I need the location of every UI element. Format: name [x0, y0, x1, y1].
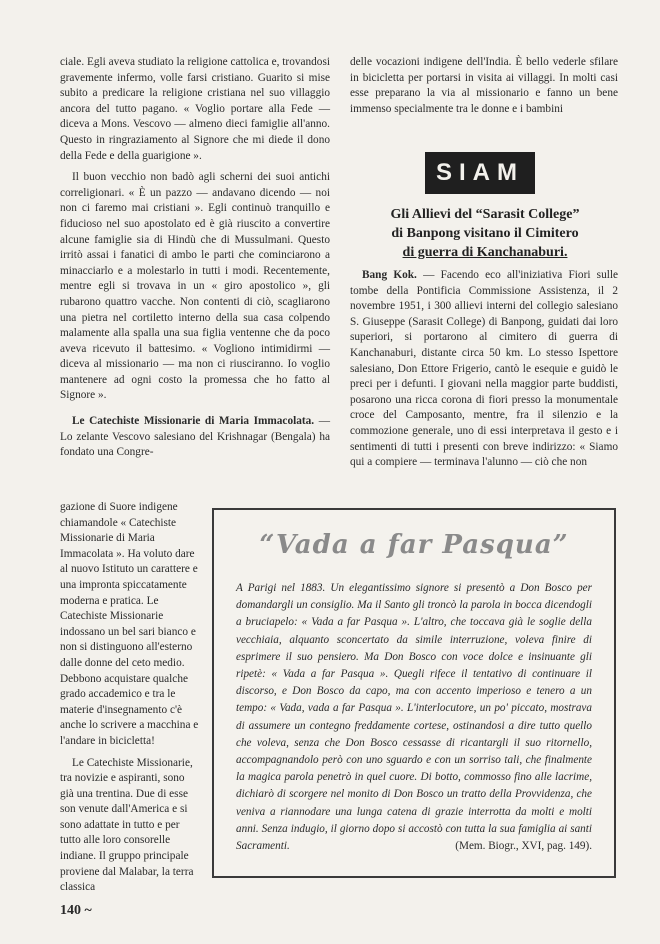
page-number: 140 ~ [60, 903, 92, 918]
article-title-line-2: di Banpong visitano il Cimitero [391, 226, 579, 241]
catechiste-heading: Le Catechiste Missionarie di Maria Immacolata. [72, 415, 315, 428]
article-body-text: — Facendo eco all'iniziativa Fiori sulle tombe della Pontificia Commissione Assistenza, il 2 novembre 1951, i 300 allievi interni del collegio salesiano S. Giuseppe (Sarasit College) di Banpong, guidati dai loro superiori, si portarono al cimitero di guerra di Kanchanaburi, distante circa 50 km. Lo stesso Ispettore salesiano, Don Ettore Frigerio, cantò le esequie e guidò le preci per i defunti. I giovani nella maggior parte buddisti, posarono una ricca corona di fiori presso la monumentale croce del Camposanto, mentre, fra il silenzio e la commozione generale, uno di essi interpretava il gesto e i sentimenti di tutti i presenti con breve indirizzo: « Siamo qui a compiere — terminava l'alunno — ciò che non [350, 269, 619, 469]
article-title-line-3: di guerra di Kanchanaburi. [402, 245, 568, 260]
article-body [350, 268, 618, 477]
dateline: Bang Kok. [362, 269, 417, 281]
left-column [60, 55, 330, 467]
catechiste-intro: — Lo zelante Vescovo salesiano del Krishnagar (Bengala) ha fondato una Congre- [60, 415, 330, 459]
left-paragraph-1: ciale. Egli aveva studiato la religione cattolica e, trovandosi gravemente infermo, volle farsi cristiano. Guarito si mise subito a predicare la religione cristiana nel suo villaggio ancora del tutto pagano. « Voglio portare alla Fede — diceva a Mons. Vescovo — almeno dieci famiglie all'anno. Questo in ringraziamento al Signore che mi diede il dono della Fede e della guarigione ». [60, 56, 330, 162]
quote-box [212, 508, 616, 878]
catechiste-paragraph [60, 414, 330, 461]
quote-box-text [236, 580, 592, 855]
article-body-paragraph [350, 268, 618, 471]
left-narrow-column [60, 500, 200, 902]
article-title-line-1: Gli Allievi del “Sarasit College” [390, 207, 580, 222]
right-column-intro [350, 55, 618, 123]
section-label-siam: SIAM [425, 152, 535, 194]
left-paragraph-2: Il buon vecchio non badò agli scherni dei suoi antichi correligionari. « È un pazzo — andavano dicendo — noi non ci faremo mai cristiani ». Egli continuò tranquillo e fiducioso nel suo apostolato ed è già riuscito a convertire alcune famiglie sia di Hindù che di Mussulmani. Questo irritò assai i fanatici di ambo le parti che cominciarono a minacciarlo e a molestarlo in tutti i modi. Recentemente, mentre egli si trovava in un « giro apostolico », gli rubarono quattro vacche. Non contenti di ciò, scagliarono una pietra nel cortiletto interno della sua casa colpendo malamente alla spalla una sua figlia ventenne che da poco aveva ricevuto il battesimo. « Vogliono intimidirmi — diceva al missionario — ma non ci riusciranno. Io voglio mantenere ad ogni costo la promessa che ho fatto al Signore ». [60, 171, 330, 402]
quote-box-title: “Vada a far Pasqua” [259, 530, 569, 560]
article-title [350, 205, 620, 262]
right-intro-text: delle vocazioni indigene dell'India. È bello vederle sfilare in bicicletta per portarsi in visita ai villaggi. In molti casi esse preparano la via al missionario e fanno un bene immenso specialmente tra le donne e i bambini [350, 56, 618, 115]
narrow-paragraph-2: Le Catechiste Missionarie, tra novizie e aspiranti, sono già una trentina. Due di esse son venute dall'America e si sono adattate in tutto e per tutto alle loro consorelle indiane. Il gruppo principale proviene dal Malabar, la terra classica [60, 756, 194, 894]
quote-box-body: A Parigi nel 1883. Un elegantissimo signore si presentò a Don Bosco per domandargli un consiglio. Ma il Santo gli troncò la parola in bocca dicendogli a bruciapelo: « Vada a far Pasqua ». L'altro, che toccava già le soglie della vecchiaia, alquanto sconcertato da simile interruzione, voleva finire di esprimere il suo pensiero. Ma Don Bosco con voce dolce e insinuante gli ripetè: « Vada a far Pasqua ». Quegli rifece il tentativo di continuare il discorso, e Don Bosco da capo, ma con accento imperioso e tenero a un tempo: « Vada, vada a far Pasqua ». L'interlocutore, un po' piccato, mostrava di assumere un contegno freddamente cortese, ostinandosi a dire tutto quello che voleva, senza che Don Bosco cessasse di ricantargli il suo ritornello, accompagnandolo però con uno sguardo e con un sorriso tali, che finalmente la magica parola penetrò in quel cuore. Di botto, commosso fino alle lacrime, dichiarò di scorgere nel monito di Don Bosco un tratto della Provvidenza, che veniva a riannodare una lunga catena di grazie interrotta da molti e molti anni. Senza indugio, il giorno dopo si accostò con tutta la sua famiglia ai santi Sacramenti. [236, 582, 592, 853]
narrow-paragraph-1: gazione di Suore indigene chiamandole « Catechiste Missionarie di Maria Immacolata ». Ha voluto dare al nuovo Istituto un carattere e una impronta spiccatamente moderna e pratica. Le Catechiste Missionarie indossano un bel sari bianco e non si distinguono all'esterno dalle donne del ceto medio. Debbono acquistare qualche grado accademico e tra le materie d'insegnamento c'è anche lo scrivere a macchina e l'andare in bicicletta! [60, 501, 199, 747]
quote-box-citation: (Mem. Biogr., XVI, pag. 149). [455, 840, 592, 853]
